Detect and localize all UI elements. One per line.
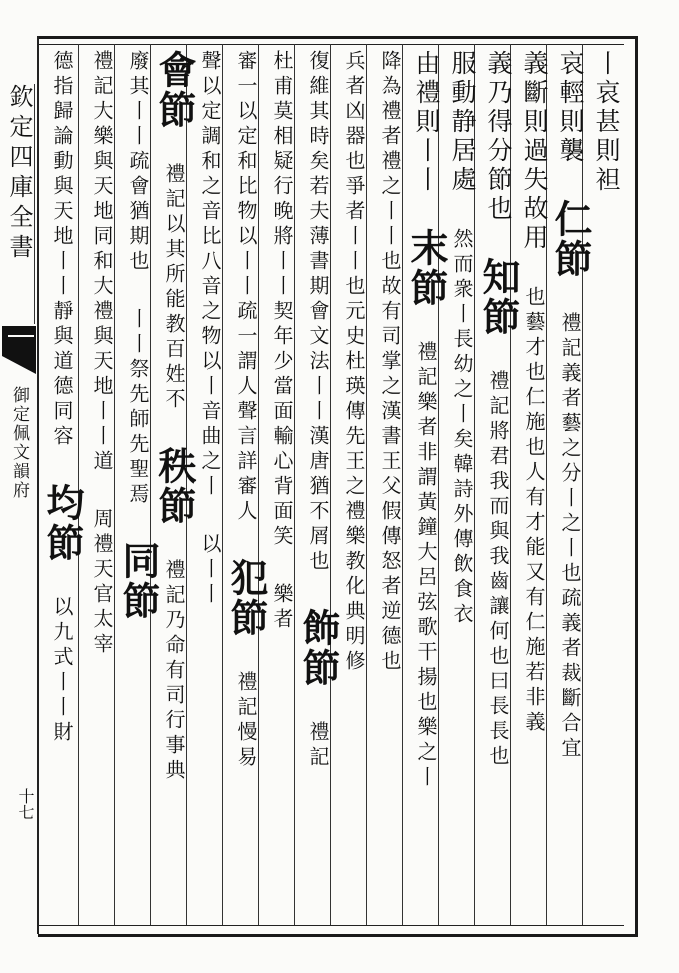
- headword-fan: 犯節: [224, 558, 269, 638]
- headword-tong: 同節: [116, 541, 161, 621]
- annotation: 禮記將君我而與我齒讓何也曰長長也: [486, 370, 510, 770]
- text-run: 義乃得分節也: [484, 50, 513, 224]
- annotation: 杜甫莫相疑行晚將丨丨契年少當面輸心背面笑: [270, 50, 294, 550]
- annotation: 樂者: [270, 583, 294, 633]
- annotation: 然而衆丨長幼之丨矣韓詩外傳飲食衣: [450, 228, 474, 628]
- text-column: [224, 50, 269, 920]
- annotation: 復維其時矣若夫薄書期會文法丨丨漢唐猶不屑也: [306, 50, 330, 575]
- margin-rule: [37, 36, 39, 934]
- text-column: [548, 50, 593, 920]
- text-column: [152, 50, 197, 920]
- annotation: 以九式丨丨財: [50, 596, 74, 746]
- text-column: [336, 50, 372, 920]
- headword-zhi2: 秩節: [152, 446, 197, 526]
- annotation: 禮記: [306, 721, 330, 771]
- annotation: 周禮天官太宰: [90, 508, 114, 658]
- margin-page-number: 十七: [16, 788, 35, 820]
- text-column: [372, 50, 408, 920]
- text-column: [264, 50, 300, 920]
- annotation: 禮記大樂與天地同和大禮與天地丨丨道: [90, 50, 114, 475]
- annotation: 降為禮者禮之丨丨也故有司掌之漢書王父假傳怒者逆德也: [378, 50, 402, 675]
- page-margin: [0, 36, 36, 931]
- annotation: 廢其丨丨疏會猶期也: [126, 50, 150, 275]
- annotation: 也藝才也仁施也人有才能又有仁施若非義: [522, 286, 546, 736]
- annotation: 以丨丨: [198, 533, 222, 608]
- headword-jun: 均節: [40, 483, 85, 563]
- annotation: 聲以定調和之音比八音之物以丨音曲之丨: [198, 50, 222, 500]
- annotation: 禮記樂者非謂黃鐘大呂弦歌干揚也樂之丨: [414, 341, 438, 791]
- annotation: 德指歸論動與天地丨丨靜與道德同容: [50, 50, 74, 450]
- text-column: [116, 50, 161, 920]
- margin-book-title: 欽定四庫全書: [4, 84, 35, 324]
- headword-zhi: 知節: [476, 257, 521, 337]
- annotation: 丨丨祭先師先聖焉: [126, 308, 150, 508]
- text-run: 丨哀甚則袒: [592, 50, 621, 195]
- annotation: 審一以定和比物以丨丨疏一謂人聲言詳審人: [234, 50, 258, 525]
- annotation: 禮記乃命有司行事典: [162, 559, 186, 784]
- text-run: 義斷則過失故用: [520, 50, 549, 253]
- text-column: [296, 50, 341, 920]
- annotation: 禮記義者藝之分丨之丨也疏義者裁斷合宜: [558, 312, 582, 762]
- headword-shi: 飾節: [296, 608, 341, 688]
- text-column: [444, 50, 480, 920]
- text-column: [40, 50, 85, 920]
- headword-mo: 末節: [404, 228, 449, 308]
- text-column: [516, 50, 552, 920]
- text-column: [192, 50, 228, 920]
- text-column: [404, 50, 449, 920]
- text-column: [84, 50, 120, 920]
- text-run: 哀輕則襲: [556, 50, 585, 166]
- text-run: 由禮則丨丨: [412, 50, 441, 195]
- annotation: 禮記以其所能教百姓不: [162, 163, 186, 413]
- annotation: 禮記慢易: [234, 671, 258, 771]
- margin-subtitle: 御定佩文韻府: [9, 386, 29, 500]
- fish-tail-mark: [0, 326, 36, 374]
- text-column: [588, 50, 624, 920]
- headword-ren: 仁節: [548, 199, 593, 279]
- annotation: 兵者凶器也爭者丨丨也元史杜瑛傳先王之禮樂教化典明修: [342, 50, 366, 675]
- text-column: [476, 50, 521, 920]
- text-run: 服動静居處: [448, 50, 477, 195]
- headword-hui: 會節: [152, 50, 197, 130]
